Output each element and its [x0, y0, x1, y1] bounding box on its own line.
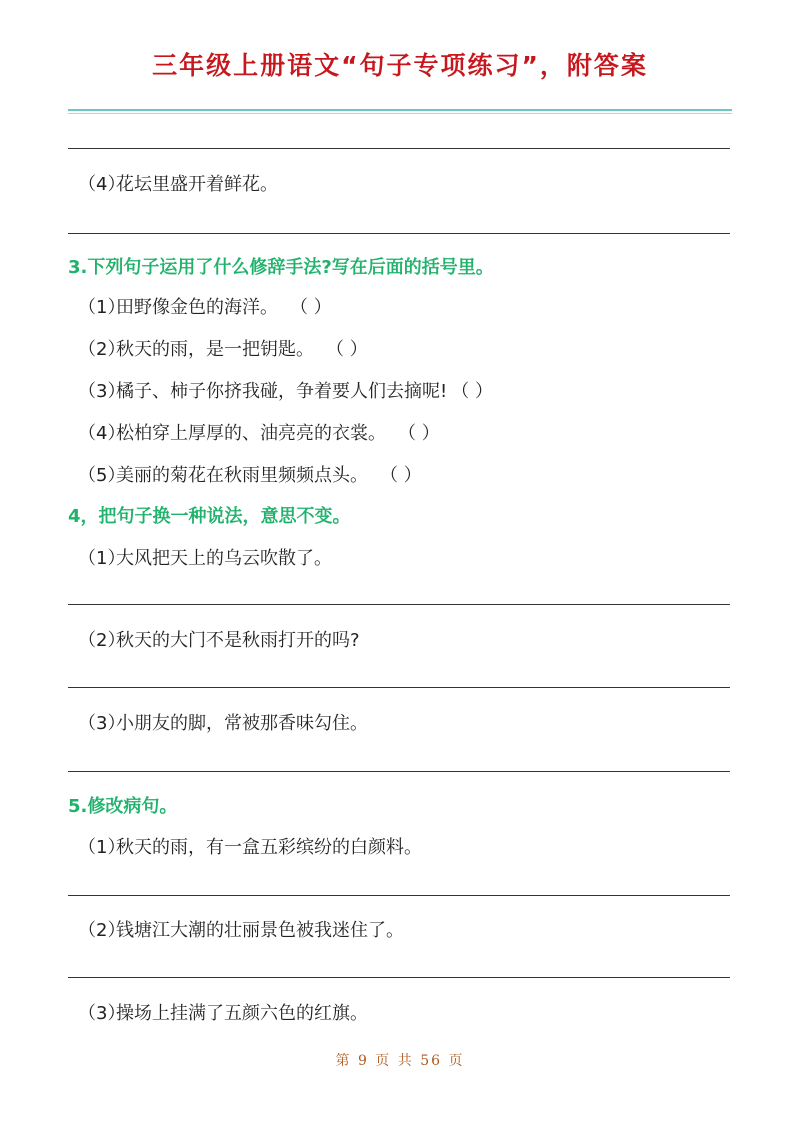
item-text: 操场上挂满了五颜六色的红旗。: [116, 1003, 368, 1024]
section4-item-1: [78, 544, 332, 570]
section4-item-3: [78, 709, 368, 735]
answer-blank[interactable]: （ ）: [380, 465, 422, 486]
section5-item-3: [78, 999, 368, 1025]
item-number: （3）: [78, 1003, 126, 1024]
section5-heading: 5.修改病句。: [68, 796, 178, 817]
section3-item-2: [78, 335, 368, 361]
item-text: 秋天的雨，是一把钥匙。: [116, 339, 314, 360]
item-text: 钱塘江大潮的壮丽景色被我迷住了。: [116, 920, 404, 941]
item-text: 秋天的雨，有一盒五彩缤纷的白颜料。: [116, 837, 422, 858]
item-text: 小朋友的脚，常被那香味勾住。: [116, 713, 368, 734]
header-divider-secondary: [68, 113, 732, 114]
section3-heading: 3.下列句子运用了什么修辞手法?写在后面的括号里。: [68, 257, 494, 278]
item-text: 美丽的菊花在秋雨里频频点头。: [116, 465, 368, 486]
section3-item-1: [78, 293, 332, 319]
answer-line: [68, 148, 730, 149]
answer-line: [68, 604, 730, 605]
section4-heading: 4，把句子换一种说法，意思不变。: [68, 506, 351, 527]
header-divider: [68, 109, 732, 111]
item-text: 松柏穿上厚厚的、油亮亮的衣裳。: [116, 423, 386, 444]
answer-blank[interactable]: （ ）: [398, 423, 440, 444]
section5-item-2: [78, 916, 404, 942]
item-number: （5）: [78, 465, 126, 486]
item-number: （3）: [78, 713, 126, 734]
item-number: （2）: [78, 339, 126, 360]
item-number: （4）: [78, 423, 126, 444]
answer-blank[interactable]: （ ）: [326, 339, 368, 360]
answer-line: [68, 895, 730, 896]
answer-line: [68, 771, 730, 772]
answer-line: [68, 687, 730, 688]
section2-item-4: [78, 170, 278, 196]
section5-item-1: [78, 833, 422, 859]
answer-line: [68, 233, 730, 234]
item-number: （4）: [78, 174, 126, 195]
item-text: 大风把天上的乌云吹散了。: [116, 548, 332, 569]
item-number: （2）: [78, 630, 126, 651]
item-text: 花坛里盛开着鲜花。: [116, 174, 278, 195]
item-number: （3）: [78, 381, 126, 402]
answer-blank[interactable]: （ ）: [451, 381, 493, 402]
section4-item-2: [78, 626, 360, 652]
item-text: 田野像金色的海洋。: [116, 297, 278, 318]
answer-blank[interactable]: （ ）: [290, 297, 332, 318]
section3-item-3: [78, 377, 493, 403]
item-text: 秋天的大门不是秋雨打开的吗?: [116, 630, 360, 651]
item-text: 橘子、柿子你挤我碰，争着要人们去摘呢!: [116, 381, 448, 402]
item-number: （2）: [78, 920, 126, 941]
item-number: （1）: [78, 548, 126, 569]
page-title: 三年级上册语文“句子专项练习”，附答案: [152, 51, 648, 80]
section3-item-5: [78, 461, 422, 487]
section3-item-4: [78, 419, 440, 445]
item-number: （1）: [78, 297, 126, 318]
answer-line: [68, 977, 730, 978]
page-number: 第 9 页 共 56 页: [335, 1053, 465, 1069]
item-number: （1）: [78, 837, 126, 858]
